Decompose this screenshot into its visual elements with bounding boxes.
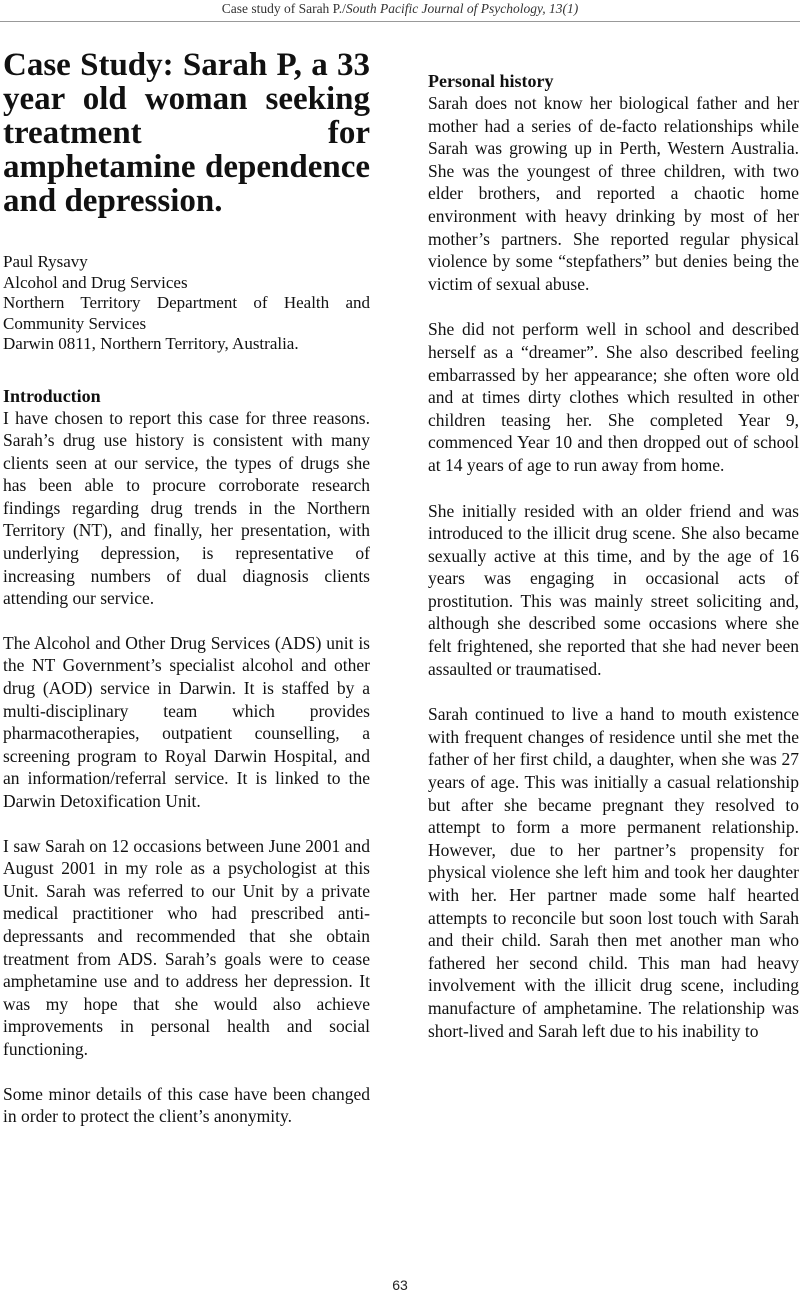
running-head-journal: South Pacific Journal of Psychology, 13(1) <box>345 1 579 16</box>
section-heading-personal-history: Personal history <box>428 71 554 91</box>
author-department: Northern Territory Department of Health and Community Services <box>3 293 370 333</box>
right-column <box>428 70 799 1042</box>
intro-paragraph-4: Some minor details of this case have been changed in order to protect the client’s anonymity. <box>3 1083 370 1127</box>
history-paragraph-4: Sarah continued to live a hand to mouth existence with frequent changes of residence until she met the father of her first child, a daughter, when she was 27 years of age. This was initially a casual relationship but after she became pregnant they resolved to attempt to form a more permanent relationship. However, due to her partner’s propensity for physical violence she left him and took her daughter with her. Her partner made some half hearted attempts to reconcile but soon lost touch with Sarah and their child. Sarah then met another man who fathered her second child. This man had heavy involvement with the illicit drug scene, including manufacture of amphetamine. The relationship was short-lived and Sarah left due to his inability to <box>428 704 799 1041</box>
history-paragraph-2: She did not perform well in school and described herself as a “dreamer”. She also described feeling embarrassed by her appearance; she often wore old and at times dirty clothes which resulted in other children teasing her. She completed Year 9, commenced Year 10 and then dropped out of school at 14 years of age to run away from home. <box>428 319 799 475</box>
intro-paragraph-2: The Alcohol and Other Drug Services (ADS) unit is the NT Government’s specialist alcohol and other drug (AOD) service in Darwin. It is staffed by a multi-disciplinary team which provides pharmacotherapies, outpatient counselling, a screening program to Royal Darwin Hospital, and an information/referral service. It is linked to the Darwin Detoxification Unit. <box>3 632 370 811</box>
running-head <box>0 1 800 17</box>
running-head-prefix: Case study of Sarah P./ <box>221 1 346 16</box>
left-column <box>3 48 370 1128</box>
page-number: 63 <box>392 1277 408 1293</box>
section-heading-introduction: Introduction <box>3 385 101 406</box>
author-organisation: Alcohol and Drug Services <box>3 272 188 292</box>
author-address: Darwin 0811, Northern Territory, Australia. <box>3 334 299 353</box>
intro-paragraph-1: I have chosen to report this case for three reasons. Sarah’s drug use history is consistent with many clients seen at our service, the types of drugs she has been able to procure corroborate research findings regarding drug trends in the Northern Territory (NT), and finally, her presentation, with underlying depression, is representative of increasing numbers of dual diagnosis clients attending our service. <box>3 407 370 609</box>
article-title: Case Study: Sarah P, a 33 year old woman seeking treatment for amphetamine dependence and depression. <box>3 47 370 219</box>
author-block <box>3 252 370 355</box>
intro-paragraph-3: I saw Sarah on 12 occasions between June 2001 and August 2001 in my role as a psychologist at this Unit. Sarah was referred to our Unit by a private medical practitioner who had prescribed anti-depressants and recommended that she obtain treatment from ADS. Sarah’s goals were to cease amphetamine use and to address her depression. It was my hope that she would also achieve improvements in personal health and social functioning. <box>3 835 370 1059</box>
header-rule <box>0 21 800 22</box>
history-paragraph-3: She initially resided with an older friend and was introduced to the illicit drug scene. She also became sexually active at this time, and by the age of 16 years was engaging in occasional acts of prostitution. This was mainly street soliciting and, although she described some occasions where she felt frightened, she reported that she had never been assaulted or traumatised. <box>428 500 799 679</box>
author-name: Paul Rysavy <box>3 252 88 271</box>
history-paragraph-1: Sarah does not know her biological father and her mother had a series of de-facto relationships while Sarah was growing up in Perth, Western Australia. She was the youngest of three children, with two elder brothers, and reported a chaotic home environment with heavy drinking by most of her mother’s partners. She reported regular physical violence by some “stepfathers” but denies being the victim of sexual abuse. <box>428 93 799 294</box>
